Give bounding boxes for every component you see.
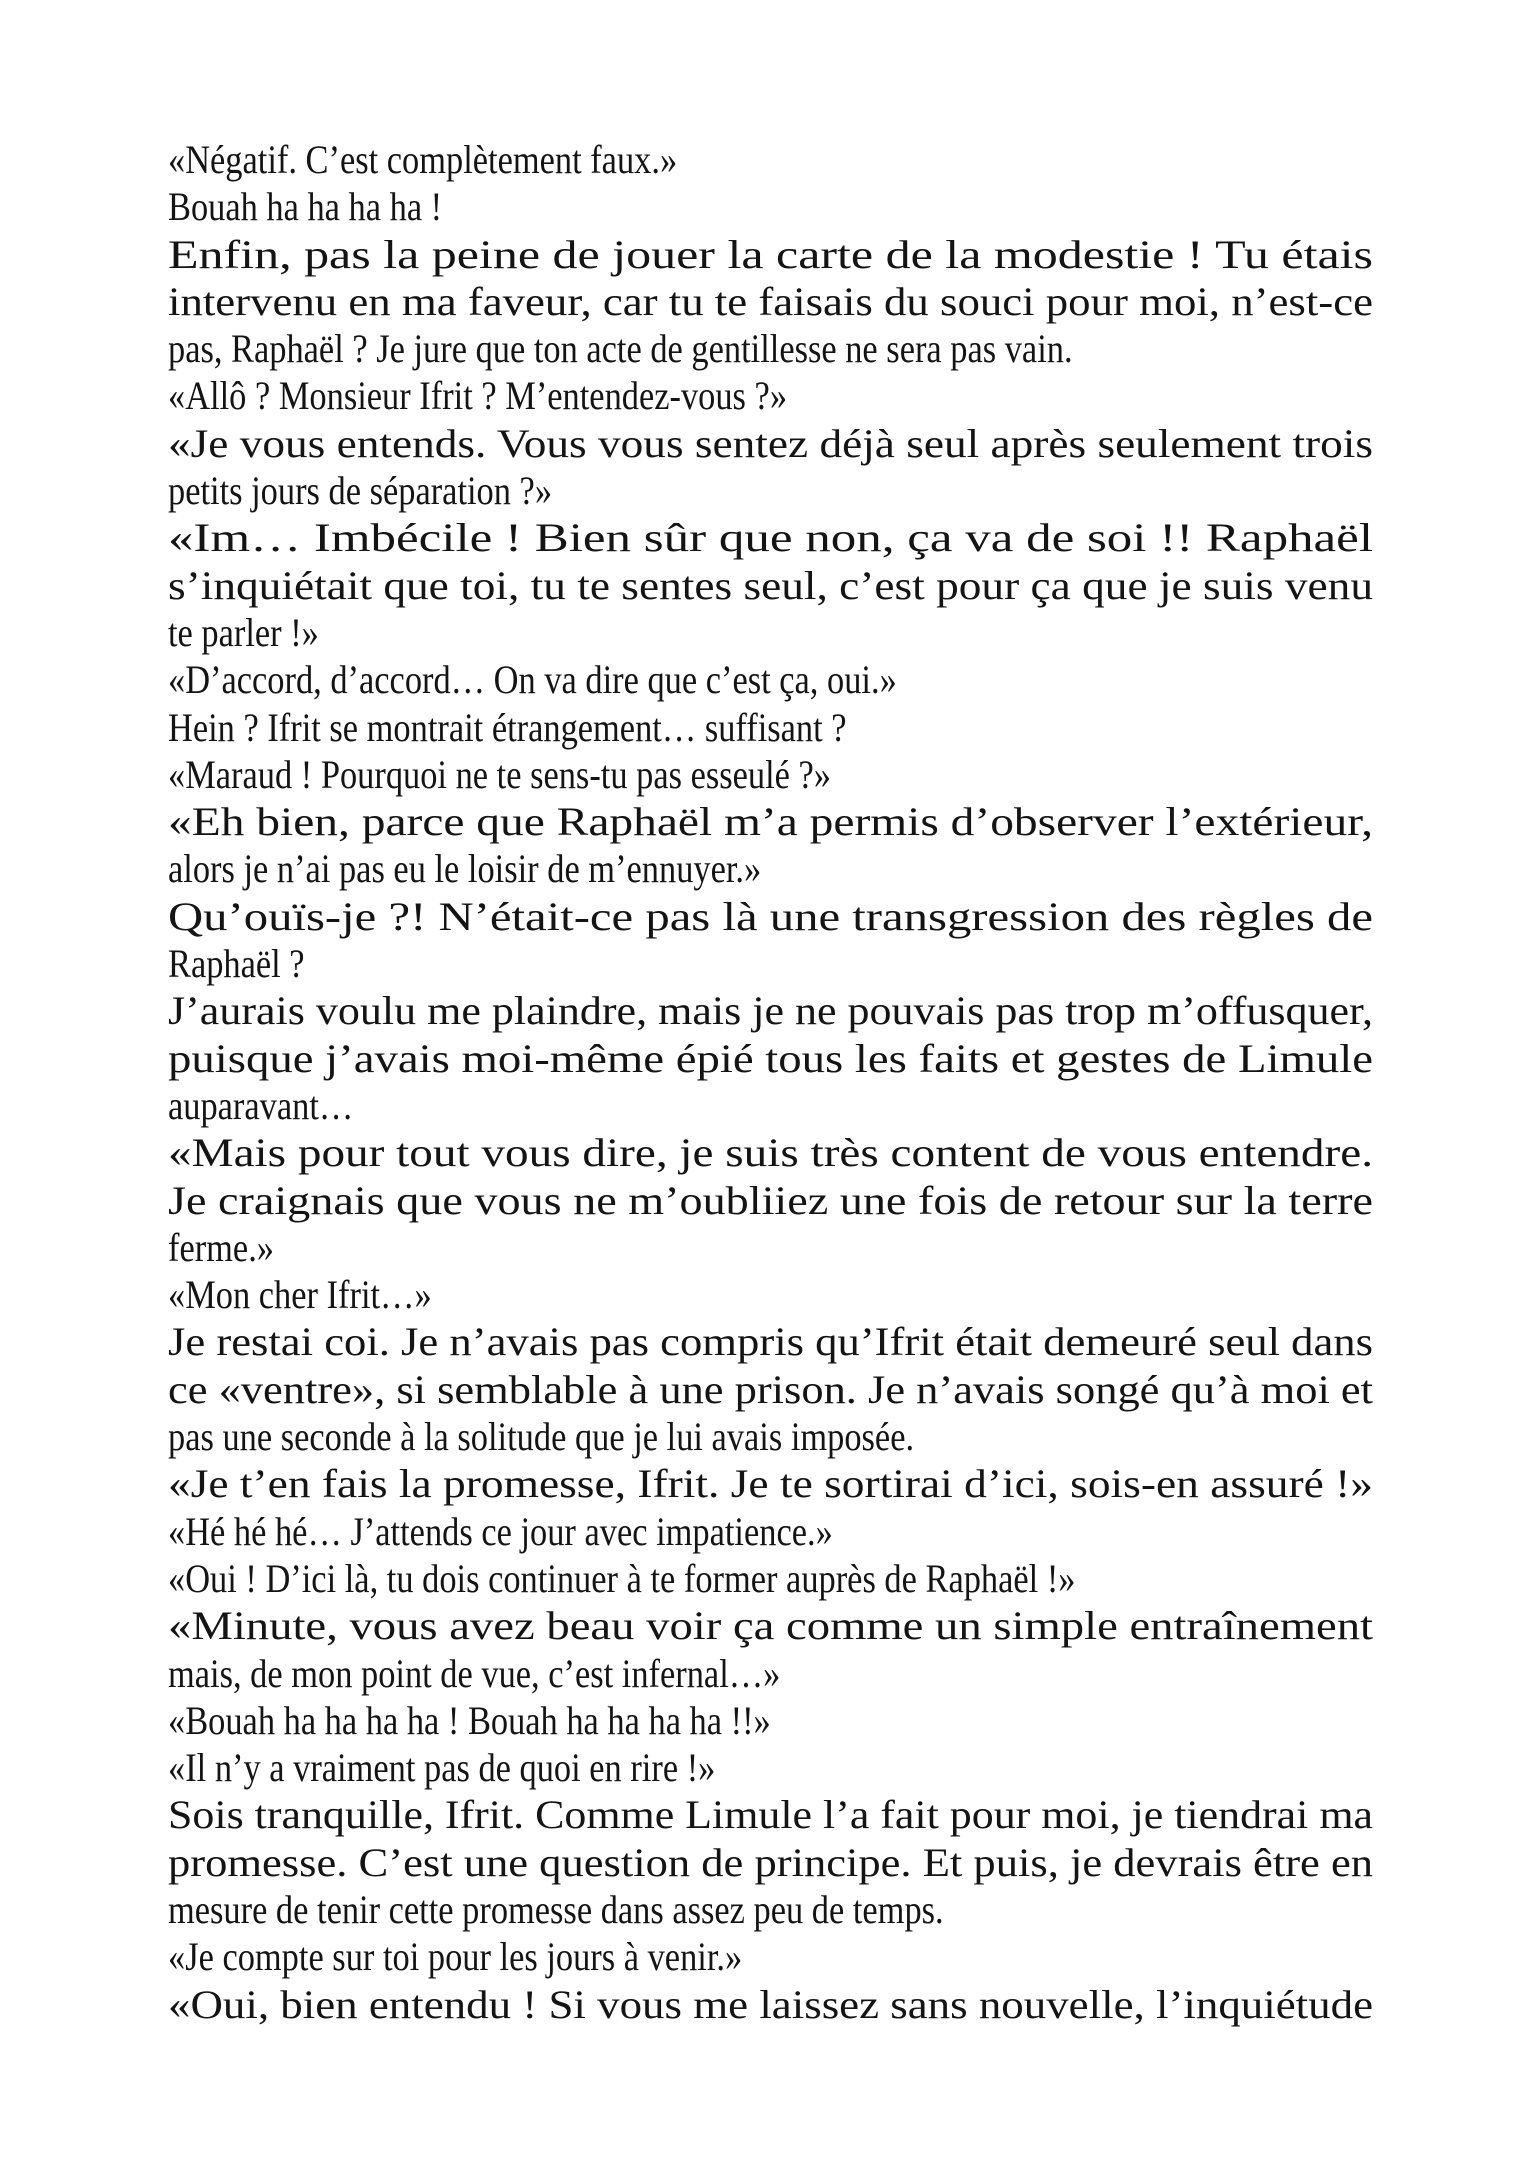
text-line <box>168 562 1373 609</box>
text-line-content: «Hé hé hé… J’attends ce jour avec impatience.» <box>168 1508 833 1554</box>
text-line <box>168 1224 1373 1271</box>
text-line-content: alors je n’ai pas eu le loisir de m’ennuyer.» <box>168 846 762 892</box>
text-line-content: «Je vous entends. Vous vous sentez déjà seul après seulement trois <box>168 420 1373 466</box>
text-line-content: «Je compte sur toi pour les jours à venir.» <box>168 1934 743 1980</box>
text-line-content: pas, Raphaël ? Je jure que ton acte de gentillesse ne sera pas vain. <box>168 326 1073 372</box>
text-line-content: mais, de mon point de vue, c’est infernal…» <box>168 1650 781 1696</box>
text-line <box>168 845 1373 892</box>
text-line <box>168 1177 1373 1224</box>
text-line <box>168 1460 1373 1507</box>
text-line <box>168 467 1373 514</box>
text-line-content: petits jours de séparation ?» <box>168 468 553 514</box>
text-line-content: Hein ? Ifrit se montrait étrangement… suffisant ? <box>168 704 847 750</box>
text-line <box>168 940 1373 987</box>
text-line-content: «Oui, bien entendu ! Si vous me laissez sans nouvelle, l’inquiétude <box>168 1981 1373 2027</box>
text-line <box>168 1839 1373 1886</box>
text-line <box>168 609 1373 656</box>
text-line-content: «Oui ! D’ici là, tu dois continuer à te former auprès de Raphaël !» <box>168 1555 1076 1601</box>
text-line-content: «Eh bien, parce que Raphaël m’a permis d’observer l’extérieur, <box>168 799 1373 845</box>
text-line <box>168 1744 1373 1791</box>
text-line-content: s’inquiétait que toi, tu te sentes seul, c’est pour ça que je suis venu <box>168 562 1373 608</box>
text-line <box>168 656 1373 703</box>
text-line-content: «Allô ? Monsieur Ifrit ? M’entendez-vous ?» <box>168 373 788 419</box>
text-line <box>168 1366 1373 1413</box>
text-line <box>168 1933 1373 1980</box>
text-line-content: J’aurais voulu me plaindre, mais je ne pouvais pas trop m’offusquer, <box>168 988 1373 1034</box>
text-line <box>168 1129 1373 1176</box>
text-line-content: pas une seconde à la solitude que je lui avais imposée. <box>168 1414 915 1460</box>
text-line-content: Je restai coi. Je n’avais pas compris qu’Ifrit était demeuré seul dans <box>168 1319 1373 1365</box>
text-line <box>168 183 1373 230</box>
text-line-content: «Mon cher Ifrit…» <box>168 1272 432 1318</box>
text-line-content: Qu’ouïs-je ?! N’était-ce pas là une transgression des règles de <box>168 893 1373 939</box>
text-line-content: promesse. C’est une question de principe. Et puis, je devrais être en <box>168 1839 1373 1885</box>
text-line <box>168 1318 1373 1365</box>
text-line-content: «Je t’en fais la promesse, Ifrit. Je te sortirai d’ici, sois-en assuré !» <box>168 1461 1373 1507</box>
text-line <box>168 514 1373 561</box>
text-line <box>168 704 1373 751</box>
text-line <box>168 278 1373 325</box>
text-line <box>168 987 1373 1034</box>
document-page <box>168 136 1373 2028</box>
text-line <box>168 231 1373 278</box>
text-line-content: te parler !» <box>168 609 319 655</box>
text-line-content: Enfin, pas la peine de jouer la carte de la modestie ! Tu étais <box>168 231 1373 277</box>
text-line-content: «Mais pour tout vous dire, je suis très content de vous entendre. <box>168 1130 1373 1176</box>
text-line-content: Bouah ha ha ha ha ! <box>168 184 443 230</box>
text-line <box>168 893 1373 940</box>
text-line-content: puisque j’avais moi-même épié tous les faits et gestes de Limule <box>168 1035 1373 1081</box>
text-line <box>168 751 1373 798</box>
text-line-content: ce «ventre», si semblable à une prison. Je n’avais songé qu’à moi et <box>168 1366 1373 1412</box>
text-line <box>168 798 1373 845</box>
text-line <box>168 420 1373 467</box>
text-line-content: Sois tranquille, Ifrit. Comme Limule l’a fait pour moi, je tiendrai ma <box>168 1792 1373 1838</box>
text-line <box>168 1413 1373 1460</box>
text-line <box>168 1555 1373 1602</box>
text-line-content: «Il n’y a vraiment pas de quoi en rire !» <box>168 1745 716 1791</box>
text-line <box>168 1082 1373 1129</box>
text-line-content: «D’accord, d’accord… On va dire que c’est ça, oui.» <box>168 657 897 703</box>
text-line-content: auparavant… <box>168 1082 354 1128</box>
text-line <box>168 1271 1373 1318</box>
text-line <box>168 325 1373 372</box>
text-line <box>168 1650 1373 1697</box>
text-line-content: «Im… Imbécile ! Bien sûr que non, ça va de soi !! Raphaël <box>168 515 1373 561</box>
text-line-content: «Minute, vous avez beau voir ça comme un simple entraînement <box>168 1603 1373 1649</box>
text-line <box>168 1981 1373 2028</box>
text-line-content: «Négatif. C’est complètement faux.» <box>168 137 678 182</box>
text-line-content: ferme.» <box>168 1224 275 1270</box>
text-line <box>168 1791 1373 1838</box>
text-line <box>168 1508 1373 1555</box>
text-line-content: Je craignais que vous ne m’oubliiez une fois de retour sur la terre <box>168 1177 1373 1223</box>
text-line <box>168 1697 1373 1744</box>
text-line <box>168 136 1373 183</box>
text-line-content: intervenu en ma faveur, car tu te faisais du souci pour moi, n’est-ce <box>168 278 1373 324</box>
text-line <box>168 1886 1373 1933</box>
text-line-content: mesure de tenir cette promesse dans assez peu de temps. <box>168 1886 944 1932</box>
text-line-content: «Maraud ! Pourquoi ne te sens-tu pas esseulé ?» <box>168 751 831 797</box>
text-line <box>168 1602 1373 1649</box>
text-line-content: «Bouah ha ha ha ha ! Bouah ha ha ha ha !!» <box>168 1697 771 1743</box>
text-line <box>168 1035 1373 1082</box>
text-line <box>168 372 1373 419</box>
text-line-content: Raphaël ? <box>168 941 305 987</box>
